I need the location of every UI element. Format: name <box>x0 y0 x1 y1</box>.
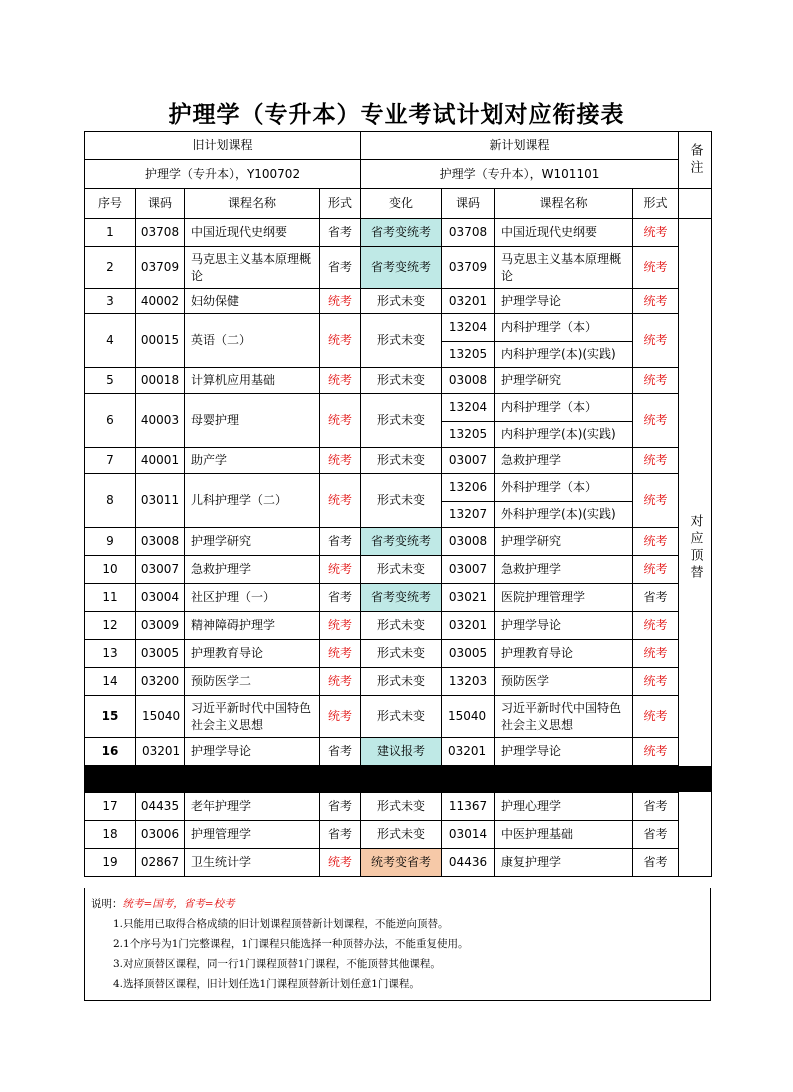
row-code: 40002 <box>136 289 185 314</box>
row-name: 中国近现代史纲要 <box>185 219 320 247</box>
row-name: 助产学 <box>185 448 320 474</box>
row-new-form: 统考 <box>633 219 679 247</box>
col-name: 课程名称 <box>185 189 320 219</box>
row-new-code: 13204 <box>442 314 495 342</box>
row-new-form: 统考 <box>633 289 679 314</box>
row-form: 统考 <box>320 368 361 394</box>
row-change: 形式未变 <box>361 314 442 368</box>
row-new-name: 马克思主义基本原理概论 <box>495 247 633 289</box>
row-new-code: 03201 <box>442 612 495 640</box>
row-form: 省考 <box>320 219 361 247</box>
row-new-name: 内科护理学(本)(实践) <box>495 342 633 368</box>
table-row <box>85 247 712 289</box>
row-new-name: 护理学研究 <box>495 528 633 556</box>
col-new-code: 课码 <box>442 189 495 219</box>
row-seq: 2 <box>85 247 136 289</box>
row-new-form: 统考 <box>633 394 679 448</box>
row-new-form: 省考 <box>633 821 679 849</box>
row-new-code: 03014 <box>442 821 495 849</box>
row-new-form: 统考 <box>633 368 679 394</box>
row-form: 统考 <box>320 289 361 314</box>
old-plan-header: 旧计划课程 <box>85 132 361 160</box>
new-plan-header: 新计划课程 <box>361 132 679 160</box>
row-seq: 17 <box>85 793 136 821</box>
row-change: 形式未变 <box>361 793 442 821</box>
row-new-form: 统考 <box>633 314 679 368</box>
row-name: 老年护理学 <box>185 793 320 821</box>
table-row <box>85 394 712 422</box>
row-form: 统考 <box>320 314 361 368</box>
row-new-form: 统考 <box>633 556 679 584</box>
table-row <box>85 696 712 738</box>
row-seq: 10 <box>85 556 136 584</box>
row-new-code: 03007 <box>442 448 495 474</box>
col-change: 变化 <box>361 189 442 219</box>
row-new-code: 11367 <box>442 793 495 821</box>
row-change: 省考变统考 <box>361 584 442 612</box>
table-row <box>85 821 712 849</box>
row-new-code: 03201 <box>442 289 495 314</box>
row-seq: 5 <box>85 368 136 394</box>
row-code: 04435 <box>136 793 185 821</box>
row-new-name: 外科护理学(本)(实践) <box>495 502 633 528</box>
row-new-name: 护理学导论 <box>495 289 633 314</box>
col-seq: 序号 <box>85 189 136 219</box>
row-form: 统考 <box>320 448 361 474</box>
row-new-form: 统考 <box>633 612 679 640</box>
row-new-code: 03708 <box>442 219 495 247</box>
row-change: 形式未变 <box>361 556 442 584</box>
row-new-name: 护理心理学 <box>495 793 633 821</box>
notes-label: 说明： <box>91 898 123 910</box>
remark-corresponding: 对应顶替 <box>679 219 712 877</box>
table-row <box>85 368 712 394</box>
table-row <box>85 793 712 821</box>
row-new-code: 13205 <box>442 342 495 368</box>
table-row <box>85 849 712 877</box>
row-code: 03004 <box>136 584 185 612</box>
note-item: 3.对应顶替区课程，同一行1门课程顶替1门课程，不能顶替其他课程。 <box>113 958 441 970</box>
row-new-name: 护理学研究 <box>495 368 633 394</box>
row-change: 形式未变 <box>361 696 442 738</box>
row-new-code: 03709 <box>442 247 495 289</box>
row-new-name: 习近平新时代中国特色社会主义思想 <box>495 696 633 738</box>
page-title: 护理学（专升本）专业考试计划对应衔接表 <box>168 102 625 128</box>
row-name: 马克思主义基本原理概论 <box>185 247 320 289</box>
row-new-code: 03021 <box>442 584 495 612</box>
table-row <box>85 474 712 502</box>
row-change: 省考变统考 <box>361 528 442 556</box>
row-code: 00015 <box>136 314 185 368</box>
row-change: 统考变省考 <box>361 849 442 877</box>
row-code: 03200 <box>136 668 185 696</box>
row-new-code: 03005 <box>442 640 495 668</box>
row-name: 护理学导论 <box>185 738 320 766</box>
row-form: 统考 <box>320 696 361 738</box>
row-new-name: 医院护理管理学 <box>495 584 633 612</box>
table-row <box>85 289 712 314</box>
row-new-code: 03201 <box>442 738 495 766</box>
col-new-name: 课程名称 <box>495 189 633 219</box>
row-code: 02867 <box>136 849 185 877</box>
row-code: 03006 <box>136 821 185 849</box>
row-name: 预防医学二 <box>185 668 320 696</box>
row-form: 统考 <box>320 612 361 640</box>
row-change: 形式未变 <box>361 448 442 474</box>
row-seq: 4 <box>85 314 136 368</box>
row-new-code: 13206 <box>442 474 495 502</box>
row-new-name: 外科护理学（本） <box>495 474 633 502</box>
row-change: 形式未变 <box>361 640 442 668</box>
row-new-form: 统考 <box>633 448 679 474</box>
row-new-code: 13205 <box>442 422 495 448</box>
note-item: 1.只能用已取得合格成绩的旧计划课程顶替新计划课程，不能逆向顶替。 <box>113 918 449 930</box>
row-new-form: 统考 <box>633 528 679 556</box>
row-form: 统考 <box>320 394 361 448</box>
row-change: 建议报考 <box>361 738 442 766</box>
row-new-code: 13203 <box>442 668 495 696</box>
row-name: 护理学研究 <box>185 528 320 556</box>
row-new-form: 统考 <box>633 738 679 766</box>
remark-header: 备注 <box>679 132 712 189</box>
row-change: 省考变统考 <box>361 219 442 247</box>
row-change: 形式未变 <box>361 289 442 314</box>
row-seq: 15 <box>85 696 136 738</box>
row-new-form: 统考 <box>633 474 679 528</box>
row-seq: 18 <box>85 821 136 849</box>
row-new-name: 预防医学 <box>495 668 633 696</box>
row-name: 卫生统计学 <box>185 849 320 877</box>
row-seq: 8 <box>85 474 136 528</box>
divider-bar <box>85 766 712 793</box>
row-code: 40001 <box>136 448 185 474</box>
row-new-code: 15040 <box>442 696 495 738</box>
row-form: 统考 <box>320 668 361 696</box>
row-new-form: 统考 <box>633 247 679 289</box>
row-code: 03709 <box>136 247 185 289</box>
row-name: 母婴护理 <box>185 394 320 448</box>
note-item: 2.1个序号为1门完整课程，1门课程只能选择一种顶替办法，不能重复使用。 <box>113 938 469 950</box>
table-row <box>85 640 712 668</box>
row-form: 统考 <box>320 849 361 877</box>
col-code: 课码 <box>136 189 185 219</box>
row-new-code: 03007 <box>442 556 495 584</box>
row-code: 03201 <box>136 738 185 766</box>
row-name: 计算机应用基础 <box>185 368 320 394</box>
remark-blank <box>679 189 712 219</box>
row-new-name: 急救护理学 <box>495 448 633 474</box>
table-row <box>85 612 712 640</box>
row-new-code: 13204 <box>442 394 495 422</box>
new-major-label: 护理学（专升本），W101101 <box>361 160 679 189</box>
row-change: 形式未变 <box>361 612 442 640</box>
course-mapping-table <box>84 131 712 877</box>
row-name: 儿科护理学（二） <box>185 474 320 528</box>
row-seq: 13 <box>85 640 136 668</box>
row-change: 形式未变 <box>361 474 442 528</box>
row-code: 03005 <box>136 640 185 668</box>
row-new-name: 护理学导论 <box>495 738 633 766</box>
table-row <box>85 219 712 247</box>
note-item: 4.选择顶替区课程，旧计划任选1门课程顶替新计划任意1门课程。 <box>113 978 420 990</box>
table-row <box>85 528 712 556</box>
row-new-name: 内科护理学(本)(实践) <box>495 422 633 448</box>
row-form: 统考 <box>320 556 361 584</box>
row-seq: 12 <box>85 612 136 640</box>
row-seq: 16 <box>85 738 136 766</box>
row-new-code: 13207 <box>442 502 495 528</box>
row-name: 精神障碍护理学 <box>185 612 320 640</box>
row-form: 省考 <box>320 738 361 766</box>
row-new-form: 统考 <box>633 640 679 668</box>
row-new-form: 省考 <box>633 793 679 821</box>
row-code: 15040 <box>136 696 185 738</box>
row-new-name: 护理教育导论 <box>495 640 633 668</box>
row-new-code: 03008 <box>442 528 495 556</box>
col-form: 形式 <box>320 189 361 219</box>
row-change: 形式未变 <box>361 394 442 448</box>
table-row <box>85 314 712 342</box>
row-name: 英语（二） <box>185 314 320 368</box>
row-form: 省考 <box>320 247 361 289</box>
old-major-label: 护理学（专升本），Y100702 <box>85 160 361 189</box>
row-new-name: 内科护理学（本） <box>495 394 633 422</box>
row-code: 03008 <box>136 528 185 556</box>
row-new-name: 内科护理学（本） <box>495 314 633 342</box>
row-new-name: 中国近现代史纲要 <box>495 219 633 247</box>
row-seq: 1 <box>85 219 136 247</box>
table-row <box>85 668 712 696</box>
row-change: 形式未变 <box>361 668 442 696</box>
row-new-name: 急救护理学 <box>495 556 633 584</box>
row-form: 省考 <box>320 528 361 556</box>
row-code: 40003 <box>136 394 185 448</box>
row-seq: 9 <box>85 528 136 556</box>
row-code: 03007 <box>136 556 185 584</box>
row-change: 形式未变 <box>361 821 442 849</box>
row-seq: 11 <box>85 584 136 612</box>
table-row <box>85 448 712 474</box>
row-name: 习近平新时代中国特色社会主义思想 <box>185 696 320 738</box>
row-new-code: 03008 <box>442 368 495 394</box>
row-change: 形式未变 <box>361 368 442 394</box>
notes-lead <box>91 894 710 914</box>
table-row <box>85 556 712 584</box>
row-name: 急救护理学 <box>185 556 320 584</box>
row-code: 03011 <box>136 474 185 528</box>
row-new-form: 统考 <box>633 668 679 696</box>
notes-box <box>84 888 711 1001</box>
row-new-form: 统考 <box>633 696 679 738</box>
row-name: 护理教育导论 <box>185 640 320 668</box>
row-name: 社区护理（一） <box>185 584 320 612</box>
section-divider <box>85 766 712 793</box>
notes-legend: 统考=国考，省考=校考 <box>122 898 235 910</box>
row-new-name: 康复护理学 <box>495 849 633 877</box>
table-row <box>85 738 712 766</box>
row-name: 妇幼保健 <box>185 289 320 314</box>
table-row <box>85 584 712 612</box>
row-form: 省考 <box>320 793 361 821</box>
row-new-code: 04436 <box>442 849 495 877</box>
row-seq: 6 <box>85 394 136 448</box>
row-change: 省考变统考 <box>361 247 442 289</box>
row-seq: 3 <box>85 289 136 314</box>
row-new-name: 中医护理基础 <box>495 821 633 849</box>
row-new-form: 省考 <box>633 584 679 612</box>
row-new-name: 护理学导论 <box>495 612 633 640</box>
row-code: 03009 <box>136 612 185 640</box>
row-form: 省考 <box>320 821 361 849</box>
row-seq: 7 <box>85 448 136 474</box>
col-new-form: 形式 <box>633 189 679 219</box>
row-seq: 14 <box>85 668 136 696</box>
row-form: 省考 <box>320 584 361 612</box>
row-name: 护理管理学 <box>185 821 320 849</box>
row-form: 统考 <box>320 640 361 668</box>
row-code: 03708 <box>136 219 185 247</box>
row-code: 00018 <box>136 368 185 394</box>
row-new-form: 省考 <box>633 849 679 877</box>
row-form: 统考 <box>320 474 361 528</box>
row-seq: 19 <box>85 849 136 877</box>
